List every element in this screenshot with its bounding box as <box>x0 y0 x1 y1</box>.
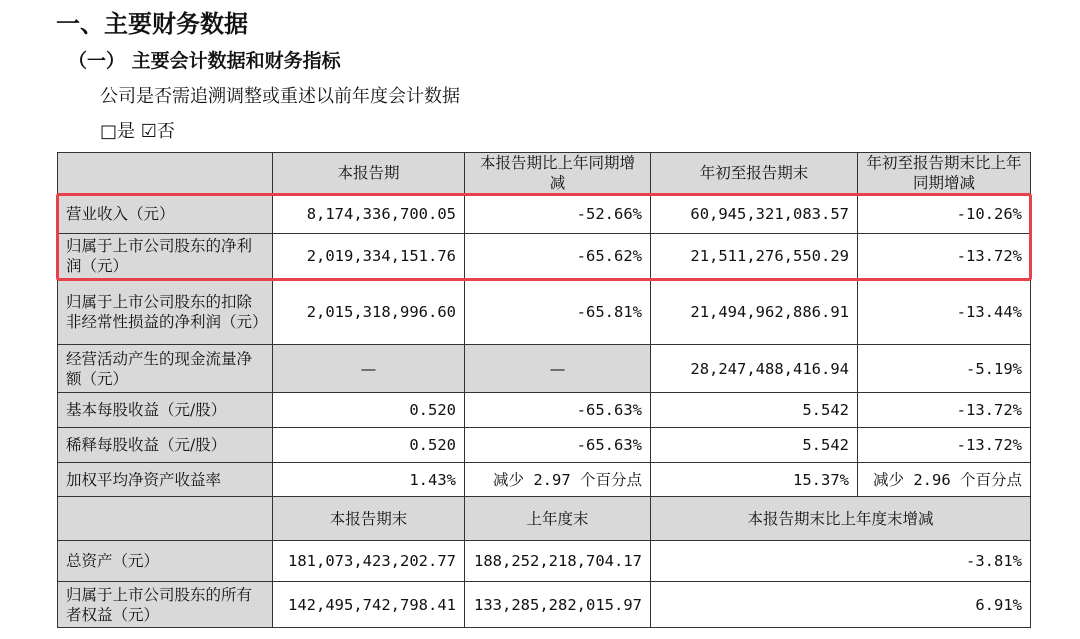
table-row <box>58 279 1031 345</box>
table-cell: -13.72% <box>858 234 1031 279</box>
table1-header-row <box>58 153 1031 194</box>
table-cell: 60,945,321,083.57 <box>651 194 858 234</box>
row-label: 经营活动产生的现金流量净额（元） <box>58 345 273 393</box>
table-cell: 5.542 <box>651 428 858 463</box>
table-cell: 5.542 <box>651 393 858 428</box>
table-cell: -13.44% <box>858 279 1031 345</box>
table-row <box>58 194 1031 234</box>
header-current-period-yoy: 本报告期比上年同期增减 <box>465 153 651 194</box>
table-cell: — <box>273 345 465 393</box>
row-label: 基本每股收益（元/股） <box>58 393 273 428</box>
table-cell: 8,174,336,700.05 <box>273 194 465 234</box>
table-cell: 181,073,423,202.77 <box>273 541 465 582</box>
table-row <box>58 345 1031 393</box>
table-cell: 减少 2.97 个百分点 <box>465 463 651 497</box>
table-cell: — <box>465 345 651 393</box>
table-cell: 188,252,218,704.17 <box>465 541 651 582</box>
table-row <box>58 234 1031 279</box>
row-label: 归属于上市公司股东的净利润（元） <box>58 234 273 279</box>
table-cell: 21,511,276,550.29 <box>651 234 858 279</box>
table-cell: -3.81% <box>651 541 1031 582</box>
table-cell: -13.72% <box>858 393 1031 428</box>
restate-question: 公司是否需追溯调整或重述以前年度会计数据 <box>100 86 460 107</box>
section-title: 一、主要财务数据 <box>56 10 248 38</box>
header-ytd: 年初至报告期末 <box>651 153 858 194</box>
table-cell: -65.62% <box>465 234 651 279</box>
table-cell: 2,015,318,996.60 <box>273 279 465 345</box>
table-cell: 133,285,282,015.97 <box>465 582 651 628</box>
table-cell: -5.19% <box>858 345 1031 393</box>
table-cell: 142,495,742,798.41 <box>273 582 465 628</box>
header-prior-year-end: 上年度末 <box>465 497 651 541</box>
header-current-period: 本报告期 <box>273 153 465 194</box>
table-row <box>58 463 1031 497</box>
table-cell: 6.91% <box>651 582 1031 628</box>
financial-data-table <box>57 152 1031 628</box>
header-period-end: 本报告期末 <box>273 497 465 541</box>
subsection-title: （一） 主要会计数据和财务指标 <box>68 50 341 72</box>
table-cell: -65.63% <box>465 393 651 428</box>
table-cell: 0.520 <box>273 428 465 463</box>
table-row <box>58 541 1031 582</box>
table2-header-row <box>58 497 1031 541</box>
table-cell: 28,247,488,416.94 <box>651 345 858 393</box>
row-label: 营业收入（元） <box>58 194 273 234</box>
row-label: 归属于上市公司股东的所有者权益（元） <box>58 582 273 628</box>
restate-options: □是 ☑否 <box>100 121 175 142</box>
row-label: 稀释每股收益（元/股） <box>58 428 273 463</box>
header-blank <box>58 497 273 541</box>
table-cell: -10.26% <box>858 194 1031 234</box>
table-row <box>58 393 1031 428</box>
table-cell: 0.520 <box>273 393 465 428</box>
table-cell: -52.66% <box>465 194 651 234</box>
row-label: 归属于上市公司股东的扣除非经常性损益的净利润（元） <box>58 279 273 345</box>
table-row <box>58 582 1031 628</box>
row-label: 加权平均净资产收益率 <box>58 463 273 497</box>
row-label: 总资产（元） <box>58 541 273 582</box>
table-cell: -13.72% <box>858 428 1031 463</box>
table-cell: -65.81% <box>465 279 651 345</box>
header-ytd-yoy: 年初至报告期末比上年同期增减 <box>858 153 1031 194</box>
table-cell: 2,019,334,151.76 <box>273 234 465 279</box>
table-cell: 1.43% <box>273 463 465 497</box>
table-cell: 21,494,962,886.91 <box>651 279 858 345</box>
header-period-change: 本报告期末比上年度末增减 <box>651 497 1031 541</box>
table-row <box>58 428 1031 463</box>
table-cell: 减少 2.96 个百分点 <box>858 463 1031 497</box>
table-cell: 15.37% <box>651 463 858 497</box>
header-blank <box>58 153 273 194</box>
table-cell: -65.63% <box>465 428 651 463</box>
